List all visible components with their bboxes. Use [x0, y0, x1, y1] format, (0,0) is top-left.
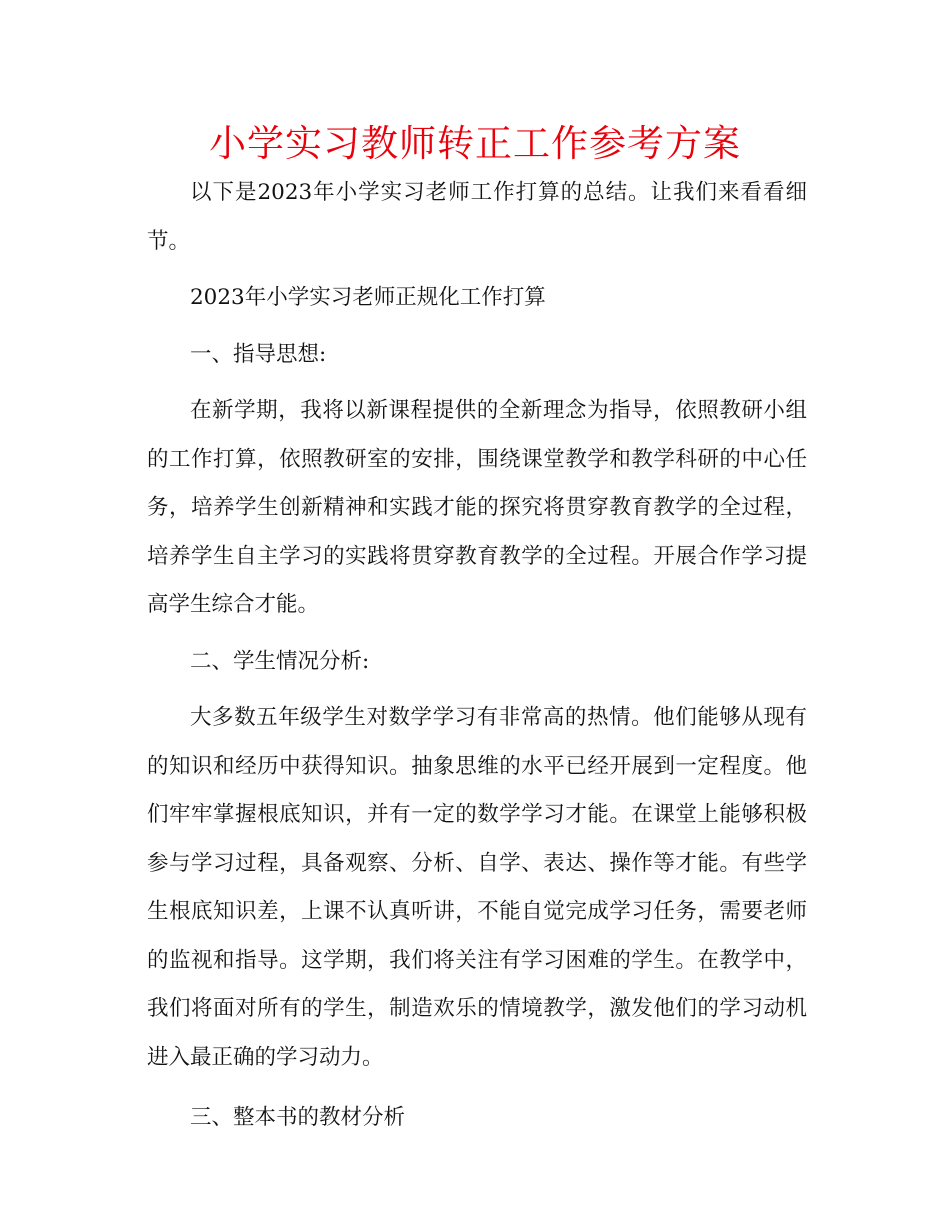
section-heading-textbook-analysis: 三、整本书的教材分析 — [190, 1105, 406, 1130]
intro-paragraph: 以下是2023年小学实习老师工作打算的总结。让我们来看看细节。 — [147, 180, 807, 254]
document-body — [147, 169, 807, 1143]
subtitle-paragraph: 2023年小学实习老师正规化工作打算 — [190, 285, 546, 310]
student-analysis-paragraph: 大多数五年级学生对数学学习有非常高的热情。他们能够从现有的知识和经历中获得知识。抽象思维的水平已经开展到一定程度。他们牢牢掌握根底知识，并有一定的数学学习才能。在课堂上能够积极参与学习过程，具备观察、分析、自学、表达、操作等才能。有些学生根底知识差，上课不认真听讲，不能自觉完成学习任务，需要老师的监视和指导。这学期，我们将关注有学习困难的学生。在教学中，我们将面对所有的学生，制造欢乐的情境教学，激发他们的学习动机进入最正确的学习动力。 — [147, 705, 807, 1070]
document-title: 小学实习教师转正工作参考方案 — [209, 122, 741, 165]
guiding-thought-paragraph: 在新学期，我将以新课程提供的全新理念为指导，依照教研小组的工作打算，依照教研室的安排，围绕课堂教学和教学科研的中心任务，培养学生创新精神和实践才能的探究将贯穿教育教学的全过程，培养学生自主学习的实践将贯穿教育教学的全过程。开展合作学习提高学生综合才能。 — [147, 398, 807, 617]
section-heading-guiding-thought: 一、指导思想: — [190, 341, 327, 367]
section-heading-student-analysis: 二、学生情况分析: — [190, 648, 370, 674]
